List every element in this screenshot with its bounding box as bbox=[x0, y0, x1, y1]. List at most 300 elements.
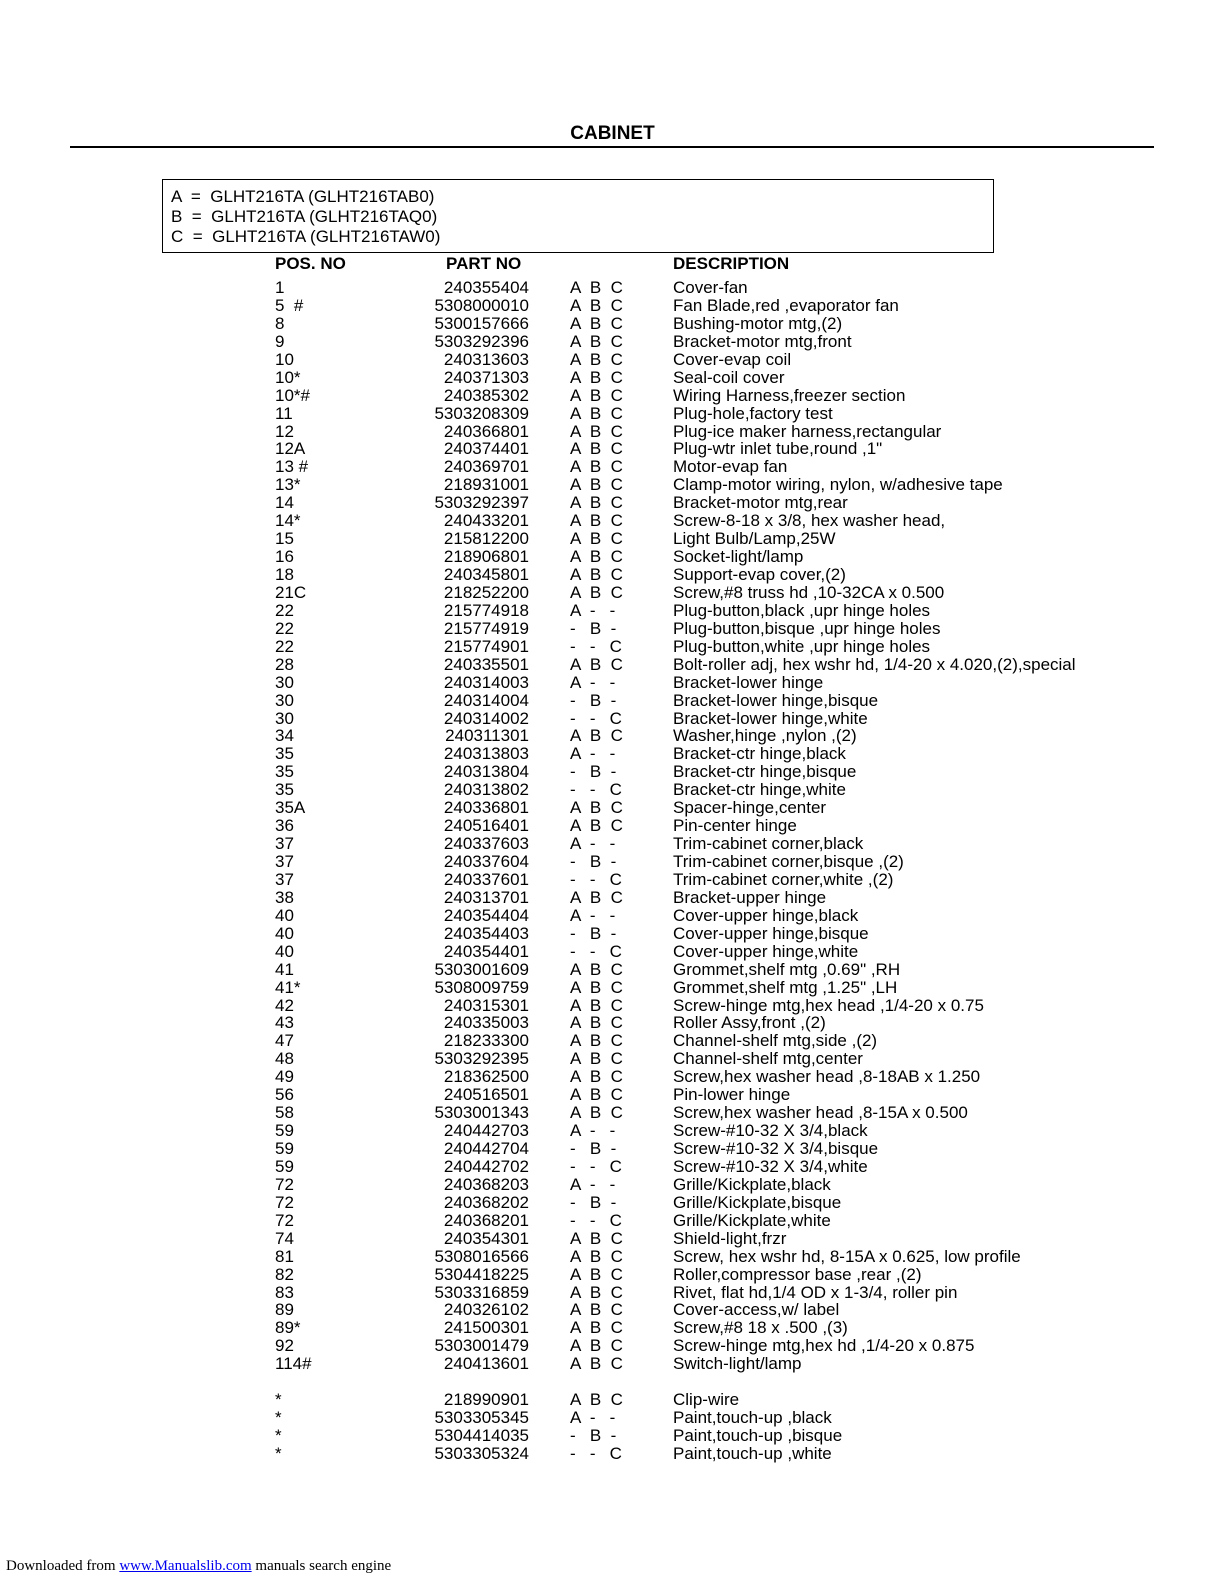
pos-no-cell: 22 bbox=[275, 600, 294, 620]
description-cell: Screw-hinge mtg,hex head ,1/4-20 x 0.75 bbox=[673, 995, 984, 1015]
model-applicability-cell: A B C bbox=[570, 1282, 623, 1302]
pos-no-cell: 35A bbox=[275, 798, 306, 818]
model-applicability-cell: - B - bbox=[570, 762, 617, 782]
model-applicability-cell: A - - bbox=[570, 1408, 616, 1428]
part-no-cell: 240354404 bbox=[443, 905, 529, 925]
model-applicability-cell: A B C bbox=[570, 511, 623, 531]
part-no-cell: 218252200 bbox=[443, 582, 529, 602]
table-row bbox=[0, 620, 1225, 638]
description-cell: Trim-cabinet corner,bisque ,(2) bbox=[673, 852, 904, 871]
model-applicability-cell: A - - bbox=[570, 1121, 616, 1141]
model-applicability-cell: A B C bbox=[570, 582, 623, 602]
part-no-cell: 215774901 bbox=[443, 636, 529, 656]
pos-no-cell: 35 bbox=[275, 762, 294, 782]
pos-no-cell: 59 bbox=[275, 1156, 294, 1176]
table-row bbox=[0, 1212, 1225, 1230]
model-applicability-cell: A B C bbox=[570, 1354, 623, 1374]
description-cell: Bracket-motor mtg,front bbox=[673, 331, 852, 351]
pos-no-cell: 38 bbox=[275, 887, 294, 907]
table-row bbox=[0, 512, 1225, 530]
table-row bbox=[0, 1391, 1225, 1409]
title-rule bbox=[70, 146, 1154, 148]
model-applicability-cell: A B C bbox=[570, 331, 623, 351]
model-applicability-cell: A B C bbox=[570, 1067, 623, 1087]
model-applicability-cell: A B C bbox=[570, 1085, 623, 1105]
description-cell: Roller,compressor base ,rear ,(2) bbox=[673, 1264, 922, 1284]
pos-no-cell: 9 bbox=[275, 331, 285, 351]
footer-suffix: manuals search engine bbox=[251, 1558, 392, 1574]
model-applicability-cell: - - C bbox=[570, 1156, 622, 1176]
part-no-cell: 240516501 bbox=[443, 1085, 529, 1105]
pos-no-cell: 48 bbox=[275, 1049, 294, 1069]
table-row bbox=[0, 1140, 1225, 1158]
description-cell: Light Bulb/Lamp,25W bbox=[673, 529, 836, 549]
part-no-cell: 240442703 bbox=[443, 1121, 529, 1141]
pos-no-cell: 40 bbox=[275, 905, 294, 925]
model-applicability-cell: - B - bbox=[570, 923, 617, 943]
pos-no-cell: 74 bbox=[275, 1228, 294, 1248]
part-no-cell: 240355404 bbox=[443, 278, 529, 297]
part-no-cell: 5303305324 bbox=[434, 1443, 529, 1463]
part-no-cell: 240354301 bbox=[443, 1228, 529, 1248]
part-no-cell: 5303305345 bbox=[434, 1408, 529, 1428]
part-no-cell: 240374401 bbox=[443, 439, 529, 459]
description-cell: Pin-lower hinge bbox=[673, 1085, 791, 1105]
description-cell: Clamp-motor wiring, nylon, w/adhesive tape bbox=[673, 475, 1003, 495]
table-row bbox=[0, 997, 1225, 1015]
model-applicability-cell: - - C bbox=[570, 869, 622, 889]
part-no-cell: 5303208309 bbox=[434, 403, 529, 423]
part-no-cell: 240335501 bbox=[443, 654, 529, 674]
model-applicability-cell: A B C bbox=[570, 995, 623, 1015]
model-applicability-cell: A B C bbox=[570, 385, 623, 405]
description-cell: Bracket-lower hinge bbox=[673, 672, 824, 692]
part-no-cell: 240337603 bbox=[443, 834, 529, 854]
part-no-cell: 240368202 bbox=[443, 1192, 529, 1212]
model-applicability-cell: A - - bbox=[570, 905, 616, 925]
pos-no-cell: 22 bbox=[275, 636, 294, 656]
model-applicability-cell: A B C bbox=[570, 475, 623, 495]
description-cell: Bushing-motor mtg,(2) bbox=[673, 313, 843, 333]
pos-no-cell: 13* bbox=[275, 475, 301, 495]
description-cell: Screw-hinge mtg,hex hd ,1/4-20 x 0.875 bbox=[673, 1336, 975, 1356]
description-cell: Shield-light,frzr bbox=[673, 1228, 787, 1248]
pos-no-cell: 41 bbox=[275, 959, 294, 979]
header-description: DESCRIPTION bbox=[673, 254, 790, 273]
pos-no-cell: 72 bbox=[275, 1192, 294, 1212]
table-row bbox=[0, 943, 1225, 961]
pos-no-cell: 41* bbox=[275, 977, 301, 997]
part-no-cell: 215812200 bbox=[443, 529, 529, 549]
pos-no-cell: 22 bbox=[275, 618, 294, 638]
part-no-cell: 240335003 bbox=[443, 1013, 529, 1033]
pos-no-cell: 40 bbox=[275, 923, 294, 943]
table-row bbox=[0, 692, 1225, 710]
description-cell: Cover-fan bbox=[673, 278, 748, 297]
part-no-cell: 240337604 bbox=[443, 852, 529, 871]
model-applicability-cell: A B C bbox=[570, 1013, 623, 1033]
part-no-cell: 5303292396 bbox=[434, 331, 529, 351]
part-no-cell: 240516401 bbox=[443, 816, 529, 836]
description-cell: Cover-access,w/ label bbox=[673, 1300, 840, 1320]
model-applicability-cell: A B C bbox=[570, 493, 623, 513]
description-cell: Plug-hole,factory test bbox=[673, 403, 833, 423]
model-applicability-cell: A B C bbox=[570, 349, 623, 369]
table-row bbox=[0, 315, 1225, 333]
pos-no-cell: 34 bbox=[275, 726, 294, 746]
pos-no-cell: 10 bbox=[275, 349, 294, 369]
part-no-cell: 240354403 bbox=[443, 923, 529, 943]
description-cell: Grommet,shelf mtg ,1.25" ,LH bbox=[673, 977, 898, 997]
pos-no-cell: 12A bbox=[275, 439, 306, 459]
pos-no-cell: 82 bbox=[275, 1264, 294, 1284]
pos-no-cell: 14 bbox=[275, 493, 294, 513]
model-applicability-cell: A B C bbox=[570, 1228, 623, 1248]
description-cell: Fan Blade,red ,evaporator fan bbox=[673, 295, 899, 315]
part-no-cell: 240442702 bbox=[443, 1156, 529, 1176]
pos-no-cell: 37 bbox=[275, 869, 294, 889]
header-part-no: PART NO bbox=[446, 254, 522, 273]
part-no-cell: 240368201 bbox=[443, 1210, 529, 1230]
pos-no-cell: 89 bbox=[275, 1300, 294, 1320]
pos-no-cell: 35 bbox=[275, 780, 294, 800]
description-cell: Bracket-ctr hinge,black bbox=[673, 744, 846, 764]
part-no-cell: 240314003 bbox=[443, 672, 529, 692]
table-row bbox=[0, 387, 1225, 405]
table-row bbox=[0, 1301, 1225, 1319]
table-row bbox=[0, 1355, 1225, 1373]
pos-no-cell: 14* bbox=[275, 511, 301, 531]
model-applicability-cell: - - C bbox=[570, 708, 622, 728]
table-row bbox=[0, 1068, 1225, 1086]
table-row bbox=[0, 1445, 1225, 1463]
pos-no-cell: 37 bbox=[275, 834, 294, 854]
table-row bbox=[0, 1319, 1225, 1337]
part-no-cell: 240442704 bbox=[443, 1139, 529, 1158]
model-applicability-cell: A B C bbox=[570, 547, 623, 567]
model-applicability-cell: A B C bbox=[570, 1300, 623, 1320]
table-row bbox=[0, 979, 1225, 997]
pos-no-cell: 16 bbox=[275, 547, 294, 567]
description-cell: Screw, hex wshr hd, 8-15A x 0.625, low profile bbox=[673, 1246, 1021, 1266]
pos-no-cell: * bbox=[275, 1443, 282, 1463]
model-applicability-cell: - B - bbox=[570, 618, 617, 638]
table-row bbox=[0, 333, 1225, 351]
table-row bbox=[0, 710, 1225, 728]
description-cell: Plug-ice maker harness,rectangular bbox=[673, 421, 942, 441]
table-row bbox=[0, 1427, 1225, 1445]
table-row bbox=[0, 1337, 1225, 1355]
description-cell: Rivet, flat hd,1/4 OD x 1-3/4, roller pin bbox=[673, 1282, 958, 1302]
model-applicability-cell: A B C bbox=[570, 403, 623, 423]
table-row bbox=[0, 476, 1225, 494]
description-cell: Paint,touch-up ,bisque bbox=[673, 1426, 843, 1445]
pos-no-cell: 10*# bbox=[275, 385, 310, 405]
pos-no-cell: 114# bbox=[275, 1354, 312, 1374]
table-row bbox=[0, 656, 1225, 674]
description-cell: Screw,hex washer head ,8-15A x 0.500 bbox=[673, 1103, 968, 1123]
description-cell: Screw,#8 18 x .500 ,(3) bbox=[673, 1318, 848, 1338]
description-cell: Paint,touch-up ,white bbox=[673, 1443, 832, 1463]
part-no-cell: 240314002 bbox=[443, 708, 529, 728]
description-cell: Pin-center hinge bbox=[673, 816, 797, 836]
table-row bbox=[0, 781, 1225, 799]
model-applicability-cell: A B C bbox=[570, 959, 623, 979]
model-legend-box bbox=[162, 179, 994, 253]
table-row bbox=[0, 817, 1225, 835]
model-applicability-cell: A B C bbox=[570, 529, 623, 549]
part-no-cell: 218362500 bbox=[443, 1067, 529, 1087]
model-applicability-cell: A - - bbox=[570, 834, 616, 854]
model-applicability-cell: A B C bbox=[570, 726, 623, 746]
pos-no-cell: 49 bbox=[275, 1067, 294, 1087]
part-no-cell: 218233300 bbox=[443, 1031, 529, 1051]
pos-no-cell: 11 bbox=[275, 403, 293, 423]
pos-no-cell: 30 bbox=[275, 690, 294, 710]
model-applicability-cell: - B - bbox=[570, 690, 617, 710]
model-applicability-cell: - B - bbox=[570, 1192, 617, 1212]
pos-no-cell: 18 bbox=[275, 565, 294, 584]
model-applicability-cell: A B C bbox=[570, 439, 623, 459]
pos-no-cell: 89* bbox=[275, 1318, 301, 1338]
table-row bbox=[0, 745, 1225, 763]
pos-no-cell: 13 # bbox=[275, 457, 309, 477]
pos-no-cell: 10* bbox=[275, 367, 301, 387]
footer bbox=[6, 1558, 391, 1575]
model-applicability-cell: A B C bbox=[570, 816, 623, 836]
description-cell: Screw-8-18 x 3/8, hex washer head, bbox=[673, 511, 946, 531]
table-row bbox=[0, 1176, 1225, 1194]
model-applicability-cell: - - C bbox=[570, 1443, 622, 1463]
part-no-cell: 240369701 bbox=[443, 457, 529, 477]
model-applicability-cell: A - - bbox=[570, 672, 616, 692]
description-cell: Plug-button,white ,upr hinge holes bbox=[673, 636, 931, 656]
description-cell: Paint,touch-up ,black bbox=[673, 1408, 832, 1428]
model-legend-b: B = GLHT216TA (GLHT216TAQ0) bbox=[171, 207, 438, 226]
pos-no-cell: 47 bbox=[275, 1031, 294, 1051]
pos-no-cell: 92 bbox=[275, 1336, 294, 1356]
model-applicability-cell: - B - bbox=[570, 1426, 617, 1445]
description-cell: Bracket-ctr hinge,bisque bbox=[673, 762, 857, 782]
table-row bbox=[0, 566, 1225, 584]
pos-no-cell: * bbox=[275, 1408, 282, 1428]
part-no-cell: 240385302 bbox=[443, 385, 529, 405]
part-no-cell: 240371303 bbox=[443, 367, 529, 387]
description-cell: Bracket-ctr hinge,white bbox=[673, 780, 846, 800]
part-no-cell: 240354401 bbox=[443, 941, 529, 961]
part-no-cell: 5300157666 bbox=[434, 313, 529, 333]
table-row bbox=[0, 440, 1225, 458]
description-cell: Cover-upper hinge,bisque bbox=[673, 923, 869, 943]
part-no-cell: 240336801 bbox=[443, 798, 529, 818]
description-cell: Bracket-lower hinge,bisque bbox=[673, 690, 879, 710]
description-cell: Grille/Kickplate,white bbox=[673, 1210, 831, 1230]
table-row bbox=[0, 1230, 1225, 1248]
description-cell: Cover-evap coil bbox=[673, 349, 792, 369]
pos-no-cell: 59 bbox=[275, 1121, 294, 1141]
description-cell: Screw-#10-32 X 3/4,white bbox=[673, 1156, 868, 1176]
model-applicability-cell: - B - bbox=[570, 1139, 617, 1158]
table-row bbox=[0, 961, 1225, 979]
manualslib-link[interactable]: www.Manualslib.com bbox=[119, 1558, 252, 1574]
part-no-cell: 240313701 bbox=[443, 887, 529, 907]
pos-no-cell: 36 bbox=[275, 816, 294, 836]
description-cell: Grille/Kickplate,bisque bbox=[673, 1192, 842, 1212]
model-applicability-cell: A B C bbox=[570, 977, 623, 997]
model-applicability-cell: A B C bbox=[570, 798, 623, 818]
pos-no-cell: 28 bbox=[275, 654, 294, 674]
part-no-cell: 240313802 bbox=[443, 780, 529, 800]
part-no-cell: 240337601 bbox=[443, 869, 529, 889]
pos-no-cell: 21C bbox=[275, 582, 307, 602]
part-no-cell: 240345801 bbox=[443, 565, 529, 584]
table-row bbox=[0, 584, 1225, 602]
description-cell: Washer,hinge ,nylon ,(2) bbox=[673, 726, 857, 746]
page-title: CABINET bbox=[570, 123, 655, 144]
table-row bbox=[0, 1284, 1225, 1302]
part-no-cell: 218906801 bbox=[443, 547, 529, 567]
description-cell: Clip-wire bbox=[673, 1390, 740, 1410]
description-cell: Trim-cabinet corner,white ,(2) bbox=[673, 869, 894, 889]
description-cell: Grille/Kickplate,black bbox=[673, 1174, 831, 1194]
pos-no-cell: 59 bbox=[275, 1139, 294, 1158]
model-applicability-cell: A B C bbox=[570, 887, 623, 907]
table-row bbox=[0, 674, 1225, 692]
part-no-cell: 5303316859 bbox=[434, 1282, 529, 1302]
part-no-cell: 5303001343 bbox=[434, 1103, 529, 1123]
part-no-cell: 240313603 bbox=[443, 349, 529, 369]
part-no-cell: 240413601 bbox=[443, 1354, 529, 1374]
table-row bbox=[0, 1266, 1225, 1284]
part-no-cell: 5303001479 bbox=[434, 1336, 529, 1356]
description-cell: Plug-button,black ,upr hinge holes bbox=[673, 600, 931, 620]
table-row bbox=[0, 351, 1225, 369]
table-row bbox=[0, 799, 1225, 817]
table-row bbox=[0, 530, 1225, 548]
pos-no-cell: 72 bbox=[275, 1174, 294, 1194]
part-no-cell: 218931001 bbox=[443, 475, 529, 495]
pos-no-cell: 1 bbox=[275, 278, 285, 297]
part-no-cell: 240313803 bbox=[443, 744, 529, 764]
part-no-cell: 240366801 bbox=[443, 421, 529, 441]
table-row bbox=[0, 1050, 1225, 1068]
description-cell: Motor-evap fan bbox=[673, 457, 788, 477]
pos-no-cell: * bbox=[275, 1390, 282, 1410]
part-no-cell: 240368203 bbox=[443, 1174, 529, 1194]
table-row bbox=[0, 1032, 1225, 1050]
pos-no-cell: 30 bbox=[275, 672, 294, 692]
table-row bbox=[0, 369, 1225, 387]
model-applicability-cell: - - C bbox=[570, 636, 622, 656]
part-no-cell: 215774919 bbox=[443, 618, 529, 638]
table-row bbox=[0, 1086, 1225, 1104]
part-no-cell: 240315301 bbox=[443, 995, 529, 1015]
model-applicability-cell: A B C bbox=[570, 367, 623, 387]
pos-no-cell: 37 bbox=[275, 852, 294, 871]
description-cell: Switch-light/lamp bbox=[673, 1354, 802, 1374]
description-cell: Screw-#10-32 X 3/4,bisque bbox=[673, 1139, 879, 1158]
model-applicability-cell: A - - bbox=[570, 1174, 616, 1194]
description-cell: Cover-upper hinge,white bbox=[673, 941, 859, 961]
part-no-cell: 5304414035 bbox=[434, 1426, 529, 1445]
table-row bbox=[0, 602, 1225, 620]
table-row bbox=[0, 548, 1225, 566]
pos-no-cell: 83 bbox=[275, 1282, 294, 1302]
part-no-cell: 240326102 bbox=[443, 1300, 529, 1320]
description-cell: Channel-shelf mtg,side ,(2) bbox=[673, 1031, 878, 1051]
table-row bbox=[0, 494, 1225, 512]
footer-prefix: Downloaded from bbox=[6, 1558, 120, 1574]
table-row bbox=[0, 925, 1225, 943]
table-row bbox=[0, 1104, 1225, 1122]
model-applicability-cell: A - - bbox=[570, 744, 616, 764]
description-cell: Grommet,shelf mtg ,0.69" ,RH bbox=[673, 959, 901, 979]
model-applicability-cell: A B C bbox=[570, 295, 623, 315]
model-applicability-cell: - - C bbox=[570, 941, 622, 961]
pos-no-cell: * bbox=[275, 1426, 282, 1445]
model-applicability-cell: A B C bbox=[570, 1390, 623, 1410]
part-no-cell: 240311301 bbox=[445, 726, 529, 746]
pos-no-cell: 12 bbox=[275, 421, 294, 441]
description-cell: Socket-light/lamp bbox=[673, 547, 804, 567]
table-row bbox=[0, 889, 1225, 907]
table-row bbox=[0, 297, 1225, 315]
table-row bbox=[0, 871, 1225, 889]
description-cell: Plug-wtr inlet tube,round ,1" bbox=[673, 439, 883, 459]
part-no-cell: 5303292395 bbox=[434, 1049, 529, 1069]
table-row bbox=[0, 1409, 1225, 1427]
model-applicability-cell: A B C bbox=[570, 565, 623, 584]
model-legend-a: A = GLHT216TA (GLHT216TAB0) bbox=[171, 187, 435, 206]
pos-no-cell: 35 bbox=[275, 744, 294, 764]
table-row bbox=[0, 727, 1225, 745]
description-cell: Channel-shelf mtg,center bbox=[673, 1049, 863, 1069]
table-row bbox=[0, 279, 1225, 297]
table-row bbox=[0, 907, 1225, 925]
model-applicability-cell: A B C bbox=[570, 1031, 623, 1051]
description-cell: Seal-coil cover bbox=[673, 367, 785, 387]
description-cell: Plug-button,bisque ,upr hinge holes bbox=[673, 618, 941, 638]
pos-no-cell: 40 bbox=[275, 941, 294, 961]
part-no-cell: 240433201 bbox=[443, 511, 529, 531]
pos-no-cell: 43 bbox=[275, 1013, 294, 1033]
description-cell: Bracket-motor mtg,rear bbox=[673, 493, 848, 513]
pos-no-cell: 58 bbox=[275, 1103, 294, 1123]
part-no-cell: 5303001609 bbox=[434, 959, 529, 979]
model-applicability-cell: - - C bbox=[570, 780, 622, 800]
part-no-cell: 215774918 bbox=[443, 600, 529, 620]
description-cell: Bracket-lower hinge,white bbox=[673, 708, 868, 728]
table-row bbox=[0, 423, 1225, 441]
part-no-cell: 5308000010 bbox=[434, 295, 529, 315]
model-applicability-cell: A B C bbox=[570, 278, 623, 297]
description-cell: Bracket-upper hinge bbox=[673, 887, 827, 907]
description-cell: Cover-upper hinge,black bbox=[673, 905, 859, 925]
model-applicability-cell: A B C bbox=[570, 313, 623, 333]
description-cell: Screw,hex washer head ,8-18AB x 1.250 bbox=[673, 1067, 981, 1087]
model-applicability-cell: - B - bbox=[570, 852, 617, 871]
description-cell: Roller Assy,front ,(2) bbox=[673, 1013, 826, 1033]
pos-no-cell: 56 bbox=[275, 1085, 294, 1105]
parts-table bbox=[0, 279, 1225, 1463]
description-cell: Screw-#10-32 X 3/4,black bbox=[673, 1121, 868, 1141]
description-cell: Screw,#8 truss hd ,10-32CA x 0.500 bbox=[673, 582, 945, 602]
table-row bbox=[0, 1014, 1225, 1032]
table-row bbox=[0, 1194, 1225, 1212]
table-row bbox=[0, 405, 1225, 423]
description-cell: Spacer-hinge,center bbox=[673, 798, 827, 818]
pos-no-cell: 72 bbox=[275, 1210, 294, 1230]
